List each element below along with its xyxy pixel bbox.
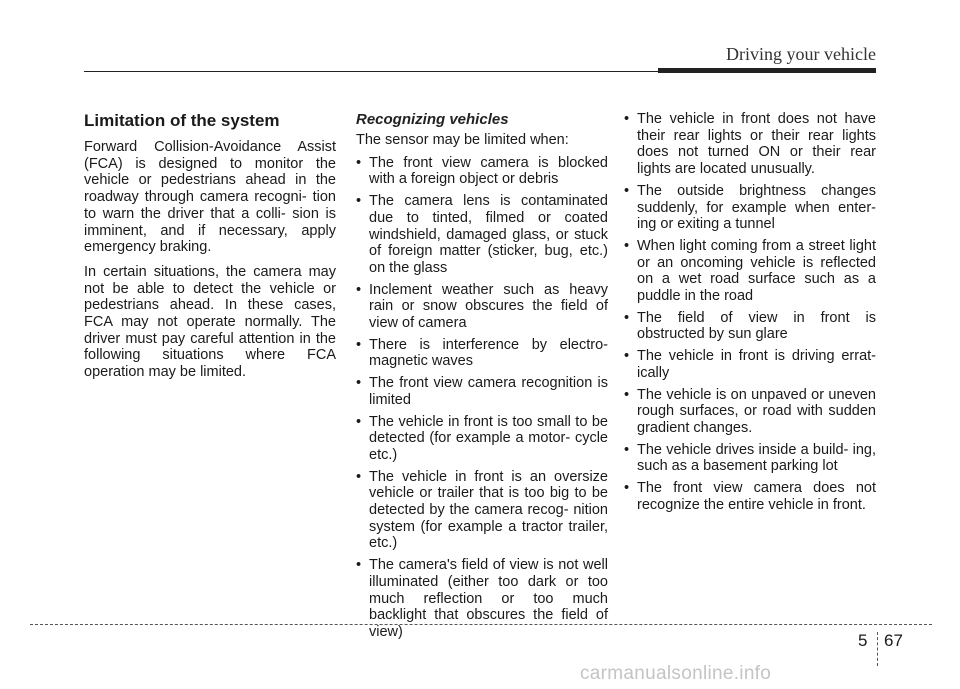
list-item-text: The outside brightness changes suddenly, for example when enter- ing or exiting a tunnel [637, 182, 876, 233]
paragraph: Forward Collision-Avoidance Assist (FCA) is designed to monitor the vehicle or pedestrians ahead in the roadway through camera recogni- tion to warn the driver that a colli- sion is imminent, and if necessary, apply emergency braking. [84, 139, 336, 256]
bullet-icon: • [356, 413, 362, 430]
bullet-icon: • [624, 386, 630, 403]
intro-text: The sensor may be limited when: [356, 132, 569, 148]
list-item-text: The front view camera recognition is limited [369, 375, 608, 408]
bullet-icon: • [624, 480, 630, 497]
bullet-icon: • [356, 154, 362, 171]
list-item-text: The vehicle in front is driving errat- ically [637, 348, 876, 381]
list-item [356, 337, 608, 370]
list-item-text: The camera's field of view is not well illuminated (either too dark or too much reflection or too much backlight that obscures the field of view) [369, 557, 608, 640]
list-item [356, 414, 608, 464]
bullet-icon: • [624, 309, 630, 326]
list-item [624, 238, 876, 305]
list-item-text: The camera lens is contaminated due to tinted, filmed or coated windshield, damaged glass, or stuck of foreign matter (sticker, bug, etc.) on the glass [369, 193, 608, 276]
chapter-number: 5 [858, 631, 868, 650]
list-item-text: The front view camera is blocked with a foreign object or debris [369, 154, 608, 188]
list-item [624, 387, 876, 437]
list-item [624, 480, 876, 513]
bullet-icon: • [356, 336, 362, 353]
limitation-list-continued [624, 111, 876, 513]
header-rule-accent [658, 68, 876, 73]
list-item-text: There is interference by electro- magnetic waves [369, 336, 608, 370]
watermark: carmanualsonline.info [580, 663, 772, 684]
list-item [624, 348, 876, 381]
bullet-icon: • [624, 441, 630, 458]
limitation-heading: Limitation of the system [84, 111, 280, 130]
middle-column [356, 111, 608, 646]
list-item-text: The vehicle in front does not have their rear lights or their rear lights does not turned ON or their rear lights are located unusually. [637, 111, 876, 178]
list-item [356, 282, 608, 332]
list-item [624, 310, 876, 343]
page-number: 67 [884, 631, 903, 650]
list-item [356, 375, 608, 408]
left-column [84, 111, 336, 389]
bullet-icon: • [356, 193, 362, 210]
list-item-text: The vehicle in front is an oversize vehicle or trailer that is too big to be detected by the camera recog- nition system (for example a tractor trailer, etc.) [369, 468, 608, 552]
bullet-icon: • [624, 111, 630, 127]
list-item [356, 469, 608, 553]
list-item [356, 155, 608, 188]
recognizing-vehicles-subheading: Recognizing vehicles [356, 111, 509, 128]
list-item-text: The field of view in front is obstructed by sun glare [637, 309, 876, 343]
list-item [624, 111, 876, 178]
bullet-icon: • [356, 375, 362, 392]
list-item [624, 442, 876, 475]
bullet-icon: • [356, 468, 362, 485]
list-item-text: The vehicle in front is too small to be detected (for example a motor- cycle etc.) [369, 413, 608, 463]
bullet-icon: • [624, 348, 630, 365]
page-number-divider [877, 632, 878, 666]
limitation-list [356, 155, 608, 641]
bullet-icon: • [624, 182, 630, 199]
footer-rule [30, 624, 932, 625]
list-item-text: The front view camera does not recognize the entire vehicle in front. [637, 480, 876, 513]
paragraph: In certain situations, the camera may not be able to detect the vehicle or pedestrians ahead. In these cases, FCA may not operate normally. The driver must pay careful attention in the following situations where FCA operation may be limited. [84, 263, 336, 381]
bullet-icon: • [624, 237, 630, 254]
right-column [624, 111, 876, 518]
list-item-text: The vehicle drives inside a build- ing, such as a basement parking lot [637, 441, 876, 475]
bullet-icon: • [356, 557, 362, 574]
list-item-text: Inclement weather such as heavy rain or snow obscures the field of view of camera [369, 281, 608, 332]
list-item [356, 193, 608, 277]
list-item-text: When light coming from a street light or an oncoming vehicle is reflected on a wet road surface such as a puddle in the road [637, 237, 876, 305]
section-title: Driving your vehicle [726, 44, 876, 64]
bullet-icon: • [356, 281, 362, 298]
list-item [356, 557, 608, 641]
list-item-text: The vehicle is on unpaved or uneven rough surfaces, or road with sudden gradient changes. [637, 386, 876, 436]
list-item [624, 183, 876, 233]
